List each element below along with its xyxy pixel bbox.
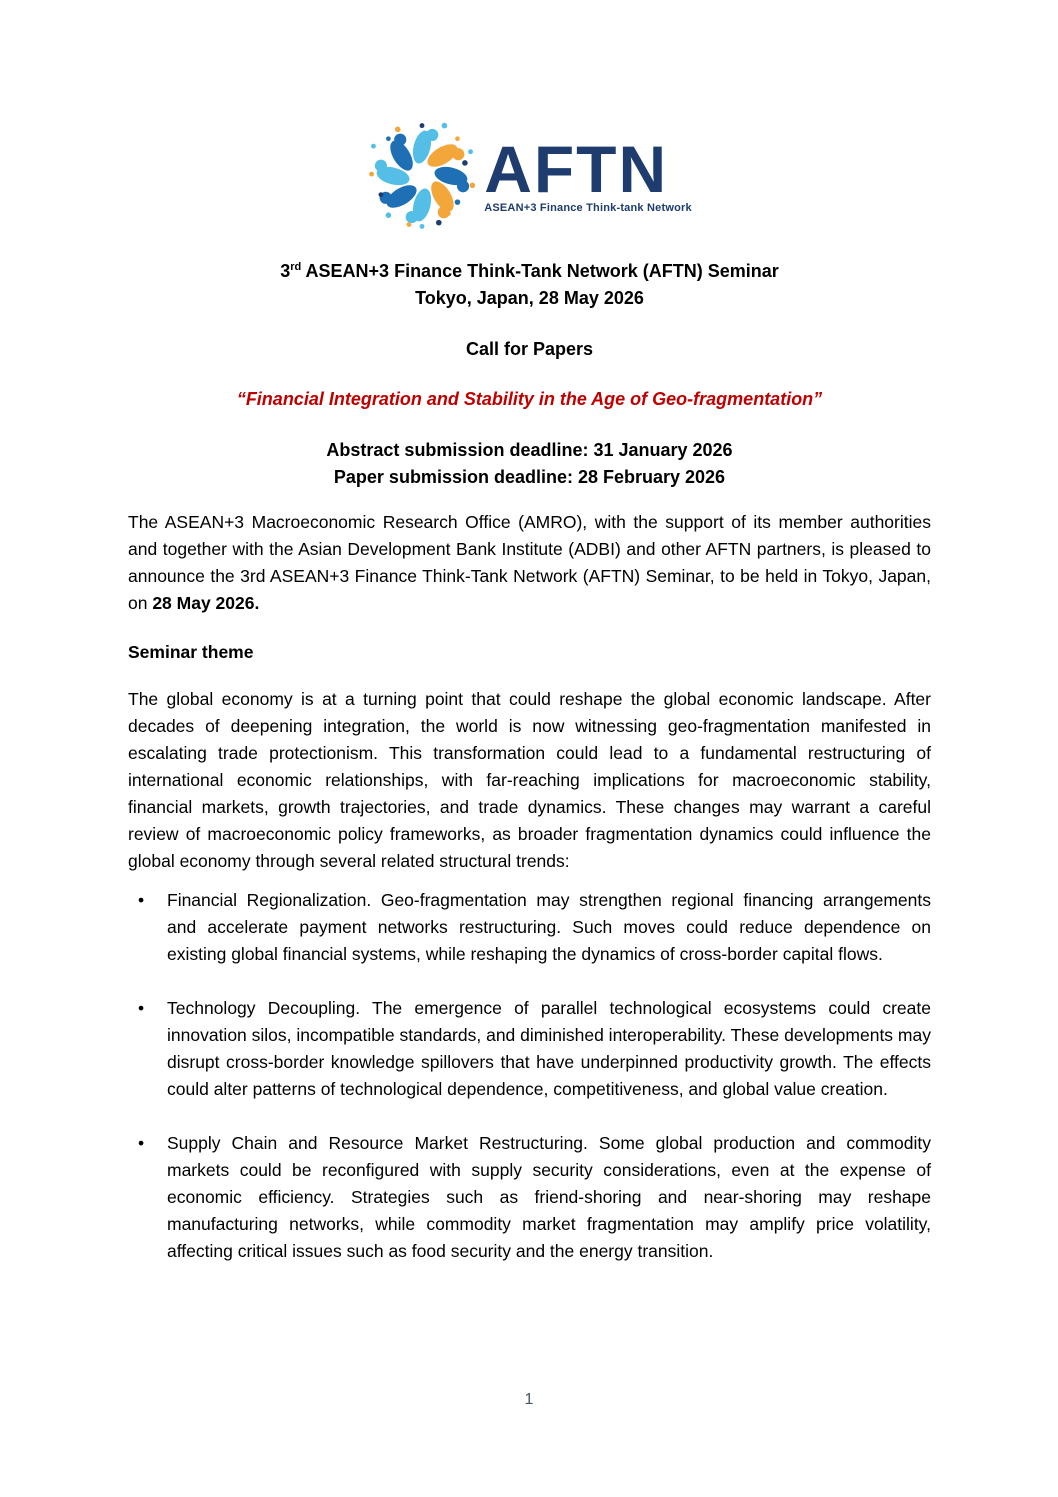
bullet-technology-decoupling: Technology Decoupling. The emergence of parallel technological ecosystems could create innovation silos, incompatible standards, and diminished interoperability. These developments may disrupt cross-border knowledge spillovers that have underpinned productivity growth. The effects could alter patterns of technological dependence, competitiveness, and global value creation. xyxy=(167,998,931,1099)
seminar-title-ordinal: rd xyxy=(290,261,302,273)
bullet-icon: • xyxy=(138,998,145,1018)
list-item xyxy=(128,887,931,968)
seminar-theme-heading: Seminar theme xyxy=(128,642,254,662)
seminar-title-number: 3 xyxy=(280,261,291,281)
seminar-theme-paragraph: The global economy is at a turning point that could reshape the global economic landscape. After decades of deepening integration, the world is now witnessing geo-fragmentation manifested in escalating trade protectionism. This transformation could lead to a fundamental restructuring of international economic relationships, with far-reaching implications for macroeconomic stability, financial markets, growth trajectories, and trade dynamics. These changes may warrant a careful review of macroeconomic policy frameworks, as broader fragmentation dynamics could influence the global economy through several related structural trends: xyxy=(128,689,931,871)
theme-quote: “Financial Integration and Stability in the Age of Geo-fragmentation” xyxy=(236,389,823,409)
seminar-title-rest: ASEAN+3 Finance Think-Tank Network (AFTN) Seminar xyxy=(301,261,779,281)
structural-trends-list xyxy=(128,887,931,1265)
intro-bold-date: 28 May 2026. xyxy=(152,593,260,613)
aftn-logo-mark-icon xyxy=(366,120,478,232)
bullet-supply-chain-restructuring: Supply Chain and Resource Market Restructuring. Some global production and commodity markets could be reconfigured with supply security considerations, even at the expense of economic efficiency. Strategies such as friend-shoring and near-shoring may reshape manufacturing networks, while commodity market fragmentation may amplify price volatility, affecting critical issues such as food security and the energy transition. xyxy=(167,1133,931,1261)
aftn-wordmark: AFTN xyxy=(484,131,669,206)
bullet-financial-regionalization: Financial Regionalization. Geo-fragmentation may strengthen regional financing arrangements and accelerate payment networks restructuring. Such moves could reduce dependence on existing global financial systems, while reshaping the dynamics of cross-border capital flows. xyxy=(167,890,931,964)
intro-paragraph xyxy=(128,509,931,617)
aftn-tagline: ASEAN+3 Finance Think-tank Network xyxy=(484,201,692,214)
abstract-deadline: Abstract submission deadline: 31 January 2026 xyxy=(326,440,733,460)
bullet-icon: • xyxy=(138,1133,145,1153)
seminar-title-block xyxy=(128,258,931,312)
call-for-papers-heading: Call for Papers xyxy=(465,339,594,359)
paper-deadline: Paper submission deadline: 28 February 2026 xyxy=(333,467,726,487)
page-number: 1 xyxy=(524,1391,534,1408)
deadlines-block xyxy=(128,437,931,491)
bullet-icon: • xyxy=(138,890,145,910)
aftn-logo-text xyxy=(484,131,692,214)
intro-text: The ASEAN+3 Macroeconomic Research Office (AMRO), with the support of its member authorities and together with the Asian Development Bank Institute (ADBI) and other AFTN partners, is pleased to announce the 3rd ASEAN+3 Finance Think-Tank Network (AFTN) Seminar, to be held in Tokyo, Japan, on xyxy=(128,512,931,613)
seminar-title xyxy=(128,258,931,285)
list-item xyxy=(128,1130,931,1265)
aftn-logo xyxy=(0,0,1058,234)
list-item xyxy=(128,995,931,1103)
seminar-location-date: Tokyo, Japan, 28 May 2026 xyxy=(415,288,644,308)
